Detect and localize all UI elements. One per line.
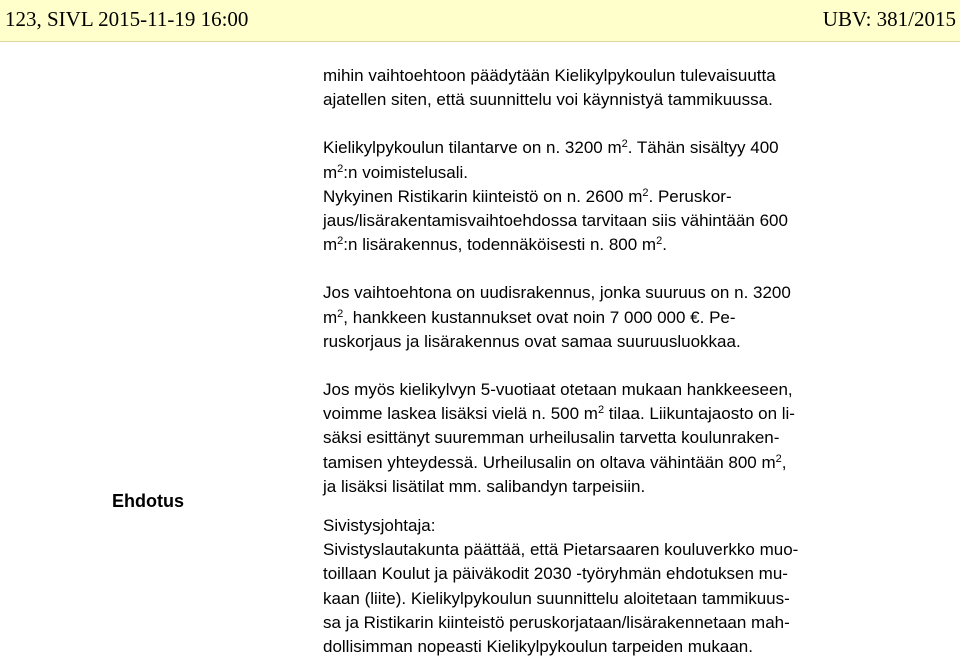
text-line: Sivistyslautakunta päättää, että Pietarsaaren kouluverkko muo- — [323, 540, 799, 560]
text-line: toillaan Koulut ja päiväkodit 2030 -työryhmän ehdotuksen mu- — [323, 564, 788, 584]
paragraph-4 — [323, 378, 883, 499]
text-line: ruskorjaus ja lisärakennus ovat samaa suuruusluokkaa. — [323, 331, 741, 351]
text-line: säksi esittänyt suuremman urheilusalin tarvetta koulunraken- — [323, 428, 780, 448]
section-label-ehdotus: Ehdotus — [112, 491, 184, 511]
text-line: dollisimman nopeasti Kielikylpykoulun tarpeiden mukaan. — [323, 637, 753, 657]
text-line: $m^2$, hankkeen kustannukset ovat noin 7 000 000 €. Pe- — [323, 307, 736, 327]
text-line: Jos vaihtoehtona on uudisrakennus, jonka suuruus on n. 3200 — [323, 283, 791, 303]
proposal-body — [323, 538, 883, 659]
body-text — [323, 64, 883, 499]
text-line: sa ja Ristikarin kiinteistö peruskorjataan/lisärakennetaan mah- — [323, 612, 790, 632]
header-left-text: 123, SIVL 2015-11-19 16:00 — [5, 7, 249, 31]
text-line: tamisen yhteydessä. Urheilusalin on oltava vähintään 800 $m^2$, — [323, 452, 787, 472]
speaker-line: Sivistysjohtaja: — [323, 516, 436, 535]
paragraph-2 — [323, 136, 883, 257]
text-line: Kielikylpykoulun tilantarve on n. 3200 $m^2$. Tähän sisältyy 400 — [323, 138, 779, 158]
text-line: kaan (liite). Kielikylpykoulun suunnittelu aloitetaan tammikuus- — [323, 588, 790, 608]
header-right-text: UBV: 381/2015 — [822, 7, 956, 31]
paragraph-3 — [323, 281, 883, 354]
text-line: mihin vaihtoehtoon päädytään Kielikylpykoulun tulevaisuutta — [323, 66, 776, 85]
text-line: ajatellen siten, että suunnittelu voi käynnistyä tammikuussa. — [323, 90, 773, 110]
text-line: ja lisäksi lisätilat mm. salibandyn tarpeisiin. — [323, 476, 646, 496]
proposal-text — [323, 514, 883, 659]
text-line: jaus/lisärakentamisvaihtoehdossa tarvitaan siis vähintään 600 — [323, 211, 788, 231]
text-line: Nykyinen Ristikarin kiinteistö on n. 2600 $m^2$. Peruskor- — [323, 186, 732, 206]
paragraph-1 — [323, 64, 883, 112]
text-line: $m^2:n$ lisärakennus, todennäköisesti n. 800 $m^2$. — [323, 235, 667, 255]
text-line: Jos myös kielikylvyn 5-vuotiaat otetaan mukaan hankkeeseen, — [323, 380, 793, 400]
text-line: voimme laskea lisäksi vielä n. 500 $m^2$ tilaa. Liikuntajaosto on li- — [323, 404, 795, 424]
page-header — [0, 0, 960, 42]
text-line: $m^2:n$ voimistelusali. — [323, 162, 469, 182]
